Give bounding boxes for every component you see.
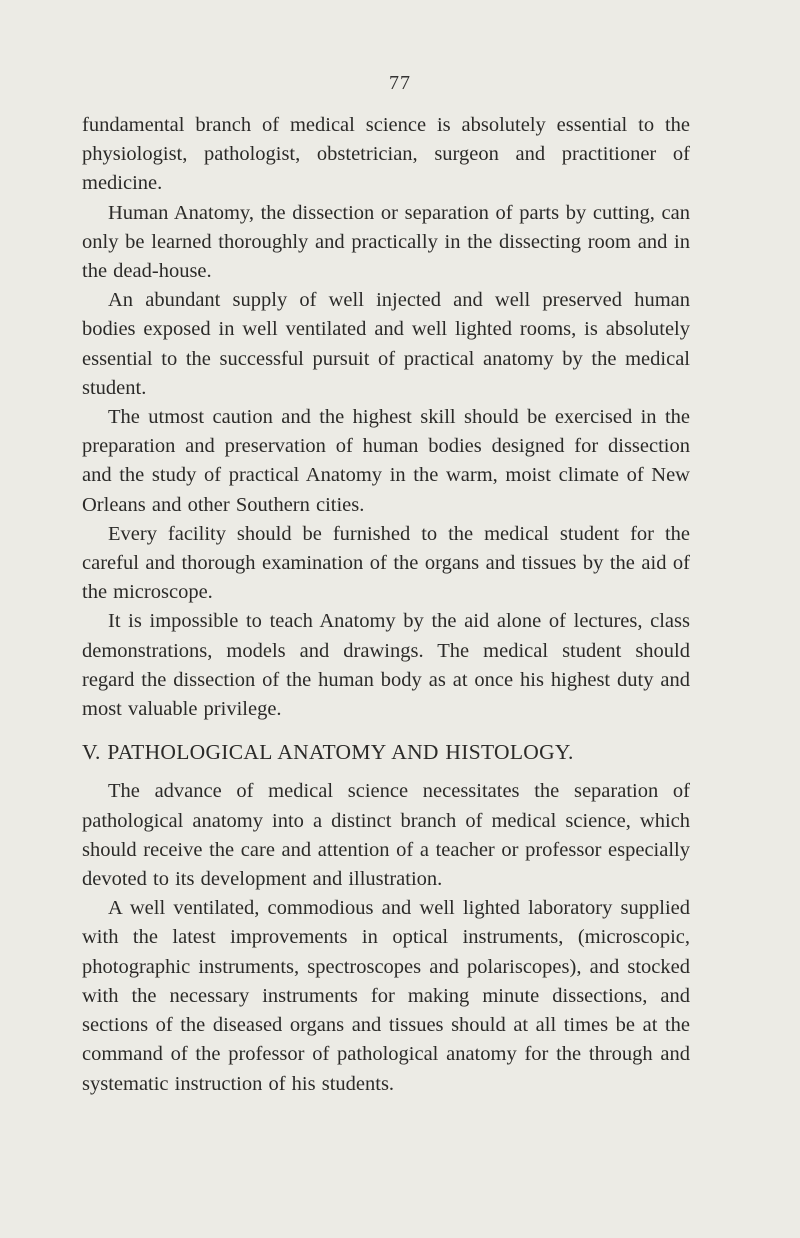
paragraph-microscope: Every facility should be furnished to the medical student for the careful and thorough examination of the organs and tissues by the aid of the microscope. — [82, 522, 690, 604]
paragraph-laboratory: A well ventilated, commodious and well lighted laboratory supplied with the latest improvements in optical instruments, (microscopic, photographic instruments, spectroscopes and polariscopes), and stocked with the necessary instruments for making minute dissections, and sections of the diseased organs and tissues should at all times be at the command of the professor of pathological anatomy for the through and systematic instruction of his students. — [82, 897, 690, 1095]
section-heading: V. PATHOLOGICAL ANATOMY AND HISTOLOGY. — [82, 740, 574, 765]
paragraph-continuation: fundamental branch of medical science is absolutely essential to the physiologist, pathologist, obstetrician, surgeon and practitioner of medicine. — [82, 114, 690, 195]
paragraph-human-anatomy: Human Anatomy, the dissection or separation of parts by cutting, can only be learned thoroughly and practically in the dissecting room and in the dead-house. — [82, 201, 690, 283]
paragraph-caution: The utmost caution and the highest skill should be exercised in the preparation and preservation of human bodies designed for dissection and the study of practical Anatomy in the warm, moist climate of New Orleans and other Southern cities. — [82, 406, 690, 516]
paragraph-pathological-anatomy: The advance of medical science necessitates the separation of pathological anatomy into a distinct branch of medical science, which should receive the care and attention of a teacher or professor especially devoted to its development and illustration. — [82, 780, 690, 891]
body-text — [82, 111, 690, 1099]
paragraph-teaching-anatomy: It is impossible to teach Anatomy by the aid alone of lectures, class demonstrations, models and drawings. The medical student should regard the dissection of the human body as at once his highest duty and most valuable privilege. — [82, 610, 690, 721]
page-number: 77 — [389, 72, 411, 94]
paragraph-supply-of-bodies: An abundant supply of well injected and well preserved human bodies exposed in well ventilated and well lighted rooms, is absolutely essential to the successful pursuit of practical anatomy by the medical student. — [82, 289, 690, 399]
